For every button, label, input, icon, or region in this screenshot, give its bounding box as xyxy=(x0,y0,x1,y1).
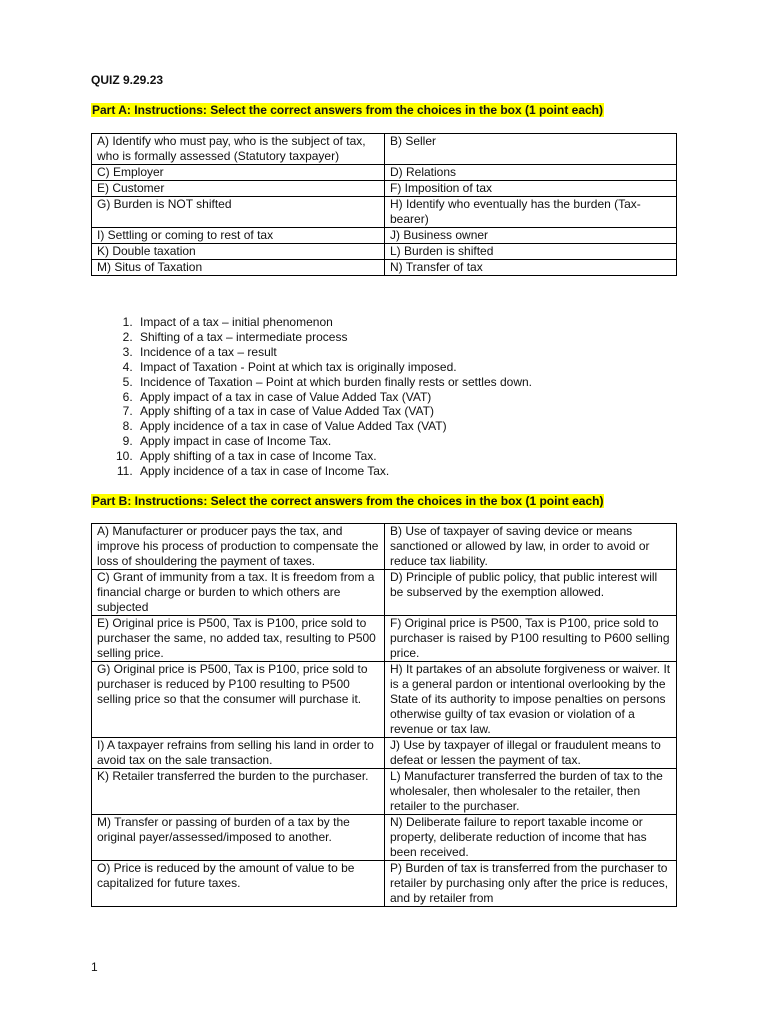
choice-cell: E) Original price is P500, Tax is P100, price sold to purchaser the same, no added tax, resulting to P500 selling price. xyxy=(92,616,385,662)
part-a-heading xyxy=(91,103,604,117)
table-row xyxy=(92,134,677,165)
part-b-choices-table xyxy=(91,523,677,907)
part-b-heading xyxy=(91,494,604,508)
choice-cell: M) Situs of Taxation xyxy=(92,260,385,276)
choice-cell: K) Retailer transferred the burden to the purchaser. xyxy=(92,769,385,815)
choice-cell: F) Original price is P500, Tax is P100, price sold to purchaser is raised by P100 resulting to P600 selling price. xyxy=(385,616,677,662)
choice-cell: L) Burden is shifted xyxy=(385,244,677,260)
table-row xyxy=(92,815,677,861)
choice-cell: G) Original price is P500, Tax is P100, price sold to purchaser is reduced by P100 resulting to P500 selling price so that the consumer will purchase it. xyxy=(92,662,385,738)
table-row xyxy=(92,524,677,570)
list-item: 7. Apply shifting of a tax in case of Value Added Tax (VAT) xyxy=(136,404,706,419)
choice-cell: C) Employer xyxy=(92,165,385,181)
table-row xyxy=(92,738,677,769)
choice-cell: B) Use of taxpayer of saving device or means sanctioned or allowed by law, in order to avoid or reduce tax liability. xyxy=(385,524,677,570)
choice-cell: D) Relations xyxy=(385,165,677,181)
choice-cell: E) Customer xyxy=(92,181,385,197)
table-row xyxy=(92,165,677,181)
choice-cell: B) Seller xyxy=(385,134,677,165)
table-row xyxy=(92,197,677,228)
table-row xyxy=(92,570,677,616)
choice-cell: G) Burden is NOT shifted xyxy=(92,197,385,228)
choice-cell: I) Settling or coming to rest of tax xyxy=(92,228,385,244)
page-number: 1 xyxy=(91,960,98,974)
choice-cell: H) It partakes of an absolute forgiveness or waiver. It is a general pardon or intentional overlooking by the State of its authority to impose penalties on persons otherwise guilty of tax evasion or violation of a revenue or tax law. xyxy=(385,662,677,738)
table-row xyxy=(92,244,677,260)
list-item: 10. Apply shifting of a tax in case of Income Tax. xyxy=(136,449,706,464)
choice-cell: F) Imposition of tax xyxy=(385,181,677,197)
choice-cell: A) Manufacturer or producer pays the tax, and improve his process of production to compensate the loss of shouldering the payment of taxes. xyxy=(92,524,385,570)
table-row xyxy=(92,260,677,276)
list-item: 1. Impact of a tax – initial phenomenon xyxy=(136,315,706,330)
question-list xyxy=(98,315,706,479)
choice-cell: N) Deliberate failure to report taxable income or property, deliberate reduction of income that has been received. xyxy=(385,815,677,861)
table-row xyxy=(92,662,677,738)
choice-cell: D) Principle of public policy, that public interest will be subserved by the exemption allowed. xyxy=(385,570,677,616)
list-item: 6. Apply impact of a tax in case of Value Added Tax (VAT) xyxy=(136,390,706,405)
choice-cell: K) Double taxation xyxy=(92,244,385,260)
table-row xyxy=(92,181,677,197)
choice-cell: J) Use by taxpayer of illegal or fraudulent means to defeat or lessen the payment of tax. xyxy=(385,738,677,769)
list-item: 5. Incidence of Taxation – Point at which burden finally rests or settles down. xyxy=(136,375,706,390)
choice-cell: J) Business owner xyxy=(385,228,677,244)
part-b-heading-text: Part B: Instructions: Select the correct answers from the choices in the box (1 point each) xyxy=(92,494,604,508)
choice-cell: H) Identify who eventually has the burden (Tax-bearer) xyxy=(385,197,677,228)
list-item: 11. Apply incidence of a tax in case of Income Tax. xyxy=(136,464,706,479)
table-row xyxy=(92,616,677,662)
list-item: 4. Impact of Taxation - Point at which tax is originally imposed. xyxy=(136,360,706,375)
list-item: 2. Shifting of a tax – intermediate process xyxy=(136,330,706,345)
part-a-heading-text: Part A: Instructions: Select the correct answers from the choices in the box (1 point each) xyxy=(92,103,604,117)
choice-cell: M) Transfer or passing of burden of a tax by the original payer/assessed/imposed to another. xyxy=(92,815,385,861)
choice-cell: N) Transfer of tax xyxy=(385,260,677,276)
table-row xyxy=(92,228,677,244)
list-item: 9. Apply impact in case of Income Tax. xyxy=(136,434,706,449)
table-row xyxy=(92,861,677,907)
choice-cell: A) Identify who must pay, who is the subject of tax, who is formally assessed (Statutory taxpayer) xyxy=(92,134,385,165)
choice-cell: I) A taxpayer refrains from selling his land in order to avoid tax on the sale transaction. xyxy=(92,738,385,769)
list-item: 3. Incidence of a tax – result xyxy=(136,345,706,360)
part-a-choices-table xyxy=(91,133,677,276)
choice-cell: O) Price is reduced by the amount of value to be capitalized for future taxes. xyxy=(92,861,385,907)
table-row xyxy=(92,769,677,815)
list-item: 8. Apply incidence of a tax in case of Value Added Tax (VAT) xyxy=(136,419,706,434)
choice-cell: P) Burden of tax is transferred from the purchaser to retailer by purchasing only after the price is reduces, and by retailer from xyxy=(385,861,677,907)
choice-cell: L) Manufacturer transferred the burden of tax to the wholesaler, then wholesaler to the retailer, then retailer to the purchaser. xyxy=(385,769,677,815)
choice-cell: C) Grant of immunity from a tax. It is freedom from a financial charge or burden to which others are subjected xyxy=(92,570,385,616)
quiz-title: QUIZ 9.29.23 xyxy=(91,73,164,87)
